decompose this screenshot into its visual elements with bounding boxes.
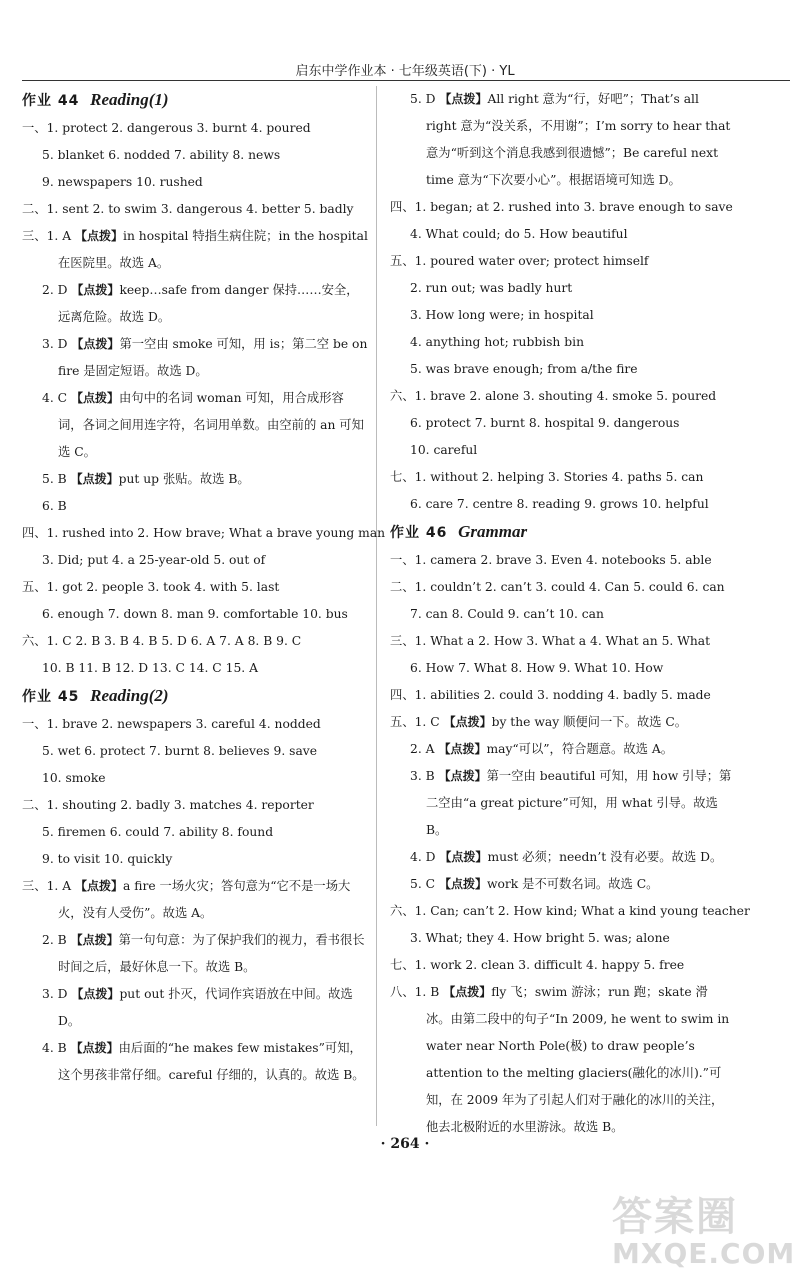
hint-tag: 【点拨】 (71, 987, 120, 1001)
explanation-text: work 是不可数名词。故选 C。 (486, 877, 659, 891)
explanation (22, 466, 368, 493)
answer-line: 5. firemen 6. could 7. ability 8. found (42, 825, 274, 839)
answer-line: 五、1. poured water over; protect himself (390, 254, 649, 268)
answer-line: 7. can 8. Could 9. can’t 10. can (410, 607, 604, 621)
explanation (22, 331, 368, 385)
explanation (22, 927, 368, 981)
hint-tag: 【点拨】 (70, 472, 119, 486)
header-rule (22, 80, 790, 81)
hint-tag: 【点拨】 (438, 742, 487, 756)
answer-number: 4. C (42, 391, 71, 405)
section-name: Reading(1) (90, 90, 169, 109)
answer-line: 二、1. couldn’t 2. can’t 3. could 4. Can 5. could 6. can (390, 580, 725, 594)
explanation (22, 981, 368, 1035)
hint-tag: 【点拨】 (71, 337, 120, 351)
hint-tag: 【点拨】 (75, 879, 124, 893)
answer-line: 一、1. camera 2. brave 3. Even 4. notebooks 5. able (390, 553, 712, 567)
answer-number: 3. B (410, 769, 439, 783)
page-number: · 264 · (380, 1136, 430, 1152)
answer-line: 四、1. abilities 2. could 3. nodding 4. badly 5. made (390, 688, 711, 702)
right-column (390, 86, 750, 1141)
answer-line: 四、1. rushed into 2. How brave; What a brave young man (22, 526, 386, 540)
answer-line: 3. What; they 4. How bright 5. was; alone (410, 931, 670, 945)
watermark-logo (612, 1195, 802, 1275)
answer-number: 5. D (410, 92, 440, 106)
answer-line: 六、1. C 2. B 3. B 4. B 5. D 6. A 7. A 8. B 9. C (22, 634, 302, 648)
answer-line: 一、1. protect 2. dangerous 3. burnt 4. poured (22, 121, 311, 135)
answer-number: 三、1. A (22, 229, 76, 243)
answer-line: 二、1. sent 2. to swim 3. dangerous 4. better 5. badly (22, 202, 354, 216)
explanation-text: put out 扑灭，代词作宾语放在中间。故选 D。 (58, 987, 353, 1028)
explanation (390, 844, 732, 871)
explanation-text: may“可以”，符合题意。故选 A。 (486, 742, 674, 756)
answer-line: 一、1. brave 2. newspapers 3. careful 4. nodded (22, 717, 321, 731)
answer-number: 八、1. B (390, 985, 444, 999)
explanation (390, 763, 732, 844)
explanation (390, 86, 732, 194)
explanation-text: 第一句句意：为了保护我们的视力，看书很长时间之后，最好休息一下。故选 B。 (58, 933, 365, 974)
explanation-text: must 必须；needn’t 没有必要。故选 D。 (487, 850, 723, 864)
hint-tag: 【点拨】 (71, 283, 120, 297)
hint-tag: 【点拨】 (443, 715, 492, 729)
explanation (22, 277, 368, 331)
hint-tag: 【点拨】 (70, 933, 119, 947)
explanation-text: keep…safe from danger 保持……安全，远离危险。故选 D。 (58, 283, 359, 324)
left-column (22, 86, 386, 1089)
section-title (22, 682, 368, 711)
answer-line: 6. B (42, 499, 67, 513)
answer-line: 5. blanket 6. nodded 7. ability 8. news (42, 148, 281, 162)
hint-tag: 【点拨】 (438, 769, 487, 783)
explanation (390, 736, 732, 763)
section-name: Grammar (458, 522, 528, 541)
hint-tag: 【点拨】 (438, 877, 487, 891)
explanation (22, 1035, 368, 1089)
answer-line: 三、1. What a 2. How 3. What a 4. What an 5. What (390, 634, 711, 648)
section-number: 作业 45 (22, 689, 80, 705)
hint-tag: 【点拨】 (443, 985, 492, 999)
answer-line: 9. newspapers 10. rushed (42, 175, 203, 189)
answer-line: 2. run out; was badly hurt (410, 281, 573, 295)
explanation-text: 由句中的名词 woman 可知，用合成形容词，各词之间用连字符，名词用单数。由空前的 an 可知选 C。 (58, 391, 364, 459)
answer-line: 6. How 7. What 8. How 9. What 10. How (410, 661, 664, 675)
explanation-text: put up 张贴。故选 B。 (118, 472, 250, 486)
explanation-text: 第一空由 smoke 可知，用 is；第二空 be on fire 是固定短语。故选 D。 (58, 337, 368, 378)
answer-line: 10. careful (410, 443, 478, 457)
explanation-text: All right 意为“行，好吧”；That’s all right 意为“没关系，不用谢”；I’m sorry to hear that 意为“听到这个消息我感到很遗憾”；Be careful next time 意为“下次要小心”。根据语境可知选 D。 (426, 92, 731, 187)
answer-number: 三、1. A (22, 879, 76, 893)
answer-line: 4. anything hot; rubbish bin (410, 335, 584, 349)
explanation (390, 709, 732, 736)
answer-number: 3. D (42, 337, 72, 351)
hint-tag: 【点拨】 (70, 391, 119, 405)
answer-line: 10. B 11. B 12. D 13. C 14. C 15. A (42, 661, 258, 675)
answer-line: 3. Did; put 4. a 25-year-old 5. out of (42, 553, 266, 567)
answer-line: 六、1. brave 2. alone 3. shouting 4. smoke 5. poured (390, 389, 717, 403)
answer-number: 4. D (410, 850, 440, 864)
answer-line: 6. care 7. centre 8. reading 9. grows 10. helpful (410, 497, 709, 511)
answer-number: 3. D (42, 987, 72, 1001)
explanation (390, 871, 732, 898)
explanation (22, 223, 368, 277)
section-title (390, 518, 732, 547)
section-number: 作业 44 (22, 93, 80, 109)
answer-line: 六、1. Can; can’t 2. How kind; What a kind young teacher (390, 904, 750, 918)
hint-tag: 【点拨】 (75, 229, 124, 243)
explanation-text: fly 飞；swim 游泳；run 跑；skate 滑冰。由第二段中的句子“In 2009, he went to swim in water near North Pole(极) to draw people’s attention to the melting glaciers(融化的冰川).”可知，在 2009 年为了引起人们对于融化的冰川的关注，他去北极附近的水里游泳。故选 B。 (426, 985, 730, 1134)
explanation (390, 979, 732, 1141)
answer-line: 6. protect 7. burnt 8. hospital 9. dangerous (410, 416, 680, 430)
answer-line: 9. to visit 10. quickly (42, 852, 173, 866)
answer-line: 5. was brave enough; from a/the fire (410, 362, 638, 376)
explanation-text: 第一空由 beautiful 可知，用 how 引导；第二空由“a great picture”可知，用 what 引导。故选 B。 (426, 769, 732, 837)
explanation-text: by the way 顺便问一下。故选 C。 (491, 715, 688, 729)
answer-number: 五、1. C (390, 715, 444, 729)
hint-tag: 【点拨】 (439, 850, 488, 864)
section-title (22, 86, 368, 115)
answer-line: 3. How long were; in hospital (410, 308, 594, 322)
answer-number: 5. B (42, 472, 71, 486)
explanation-text: 由后面的“he makes few mistakes”可知，这个男孩非常仔细。careful 仔细的，认真的。故选 B。 (58, 1041, 365, 1082)
answer-number: 5. C (410, 877, 439, 891)
page-header: 启东中学作业本 · 七年级英语(下) · YL (295, 64, 515, 79)
explanation (22, 385, 368, 466)
explanation-text: a fire 一场火灾；答句意为“它不是一场大火，没有人受伤”。故选 A。 (58, 879, 351, 920)
answer-line: 四、1. began; at 2. rushed into 3. brave enough to save (390, 200, 733, 214)
explanation (22, 873, 368, 927)
answer-line: 5. wet 6. protect 7. burnt 8. believes 9. save (42, 744, 318, 758)
watermark-top-text: 答案圈 (612, 1194, 738, 1240)
answer-line: 10. smoke (42, 771, 106, 785)
answer-line: 二、1. shouting 2. badly 3. matches 4. reporter (22, 798, 314, 812)
answer-line: 七、1. work 2. clean 3. difficult 4. happy 5. free (390, 958, 685, 972)
answer-number: 2. A (410, 742, 439, 756)
column-divider (376, 86, 377, 1126)
hint-tag: 【点拨】 (439, 92, 488, 106)
answer-number: 2. B (42, 933, 71, 947)
explanation-text: in hospital 特指生病住院；in the hospital 在医院里。故选 A。 (58, 229, 368, 270)
hint-tag: 【点拨】 (70, 1041, 119, 1055)
answer-number: 4. B (42, 1041, 71, 1055)
answer-number: 2. D (42, 283, 72, 297)
answer-line: 4. What could; do 5. How beautiful (410, 227, 628, 241)
answer-line: 七、1. without 2. helping 3. Stories 4. paths 5. can (390, 470, 704, 484)
watermark-bottom-text: MXQE.COM (612, 1237, 796, 1270)
section-name: Reading(2) (90, 686, 169, 705)
answer-line: 6. enough 7. down 8. man 9. comfortable 10. bus (42, 607, 348, 621)
section-number: 作业 46 (390, 525, 448, 541)
answer-line: 五、1. got 2. people 3. took 4. with 5. last (22, 580, 280, 594)
